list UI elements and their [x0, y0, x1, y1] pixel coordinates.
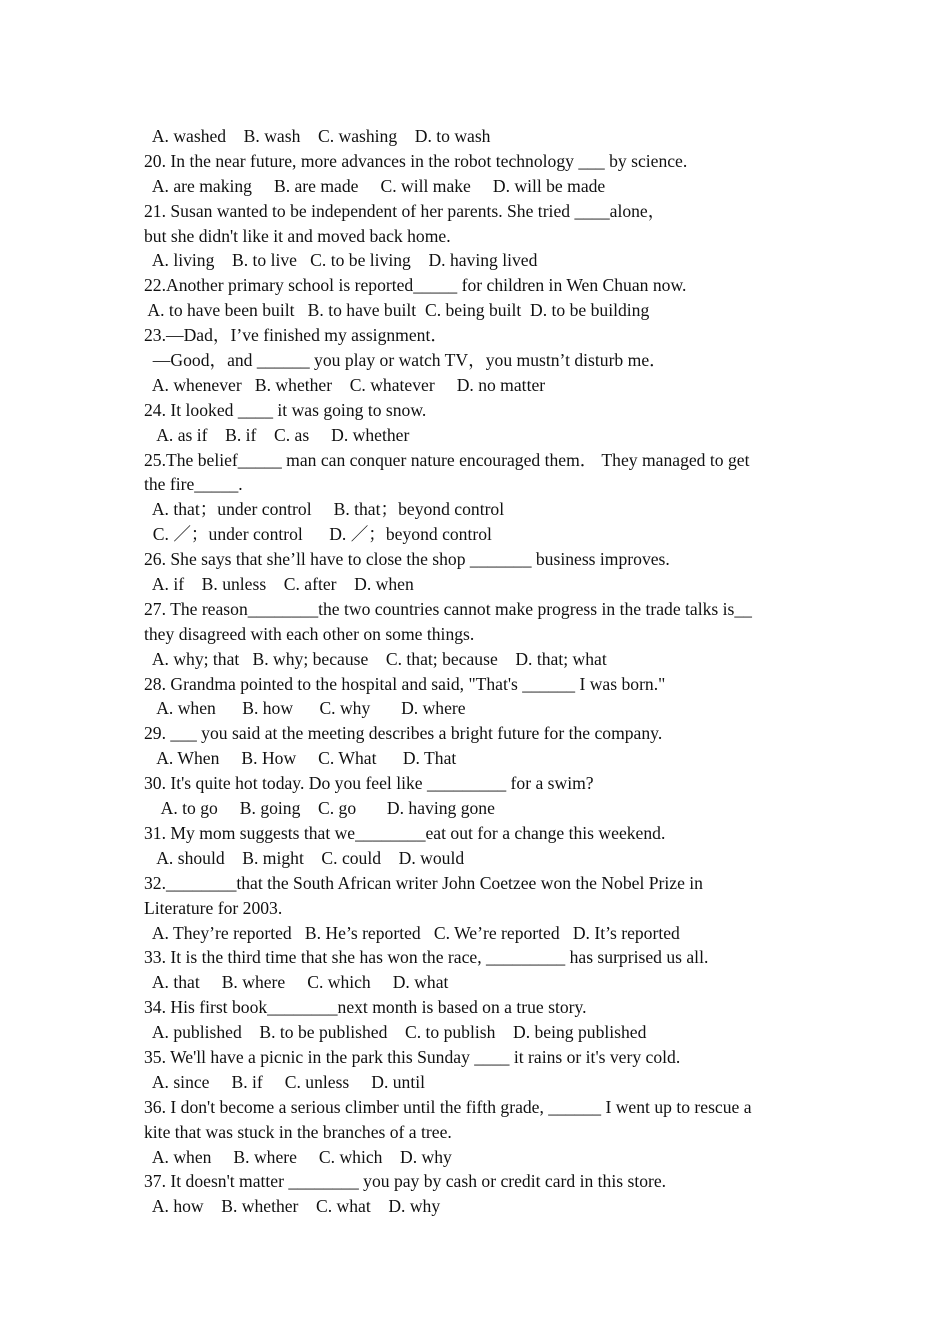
options-32: A. They’re reported B. He’s reported C. We’re reported D. It’s reported — [144, 922, 680, 943]
options-25-ab: A. that；under control B. that；beyond control — [144, 499, 505, 520]
question-28: 28. Grandma pointed to the hospital and said, "That's ______ I was born." — [144, 673, 666, 694]
options-36: A. when B. where C. which D. why — [144, 1146, 452, 1167]
question-21: 21. Susan wanted to be independent of her parents. She tried ____alone， — [144, 200, 666, 221]
question-24: 24. It looked ____ it was going to snow. — [144, 399, 427, 420]
question-23: 23.—Dad，I’ve finished my assignment． — [144, 325, 448, 346]
options-21: A. living B. to live C. to be living D. having lived — [144, 250, 538, 271]
question-35: 35. We'll have a picnic in the park this Sunday ____ it rains or it's very cold. — [144, 1046, 681, 1067]
question-30: 30. It's quite hot today. Do you feel like _________ for a swim? — [144, 773, 594, 794]
options-25-cd: C. ／；under control D. ／；beyond control — [144, 524, 492, 545]
question-27: 27. The reason________the two countries cannot make progress in the trade talks is__ — [144, 598, 752, 619]
question-34: 34. His first book________next month is based on a true story. — [144, 997, 587, 1018]
question-26: 26. She says that she’ll have to close the shop _______ business improves. — [144, 549, 670, 570]
question-36: 36. I don't become a serious climber until the fifth grade, ______ I went up to rescue a — [144, 1096, 752, 1117]
options-22: A. to have been built B. to have built C. being built D. to be building — [144, 300, 650, 321]
options-31: A. should B. might C. could D. would — [144, 847, 465, 868]
options-24: A. as if B. if C. as D. whether — [144, 424, 410, 445]
options-29: A. When B. How C. What D. That — [144, 748, 457, 769]
question-33: 33. It is the third time that she has won the race, _________ has surprised us all. — [144, 947, 709, 968]
options-23: A. whenever B. whether C. whatever D. no matter — [144, 374, 546, 395]
question-32-cont: Literature for 2003. — [144, 897, 283, 918]
options-20: A. are making B. are made C. will make D. will be made — [144, 175, 606, 196]
question-37: 37. It doesn't matter ________ you pay by cash or credit card in this store. — [144, 1171, 667, 1192]
options-37: A. how B. whether C. what D. why — [144, 1196, 441, 1217]
question-27-cont: they disagreed with each other on some things. — [144, 623, 475, 644]
question-22: 22.Another primary school is reported_____ for children in Wen Chuan now. — [144, 275, 687, 296]
text-line: A. washed B. wash C. washing D. to wash — [144, 126, 491, 146]
question-29: 29. ___ you said at the meeting describes a bright future for the company. — [144, 723, 663, 744]
question-32: 32.________that the South African writer John Coetzee won the Nobel Prize in — [144, 872, 703, 893]
exercise-text — [144, 124, 824, 1219]
question-20: 20. In the near future, more advances in the robot technology ___ by science. — [144, 150, 688, 171]
question-23-cont: —Good，and ______ you play or watch TV，you mustn’t disturb me． — [144, 350, 667, 371]
options-26: A. if B. unless C. after D. when — [144, 574, 414, 595]
options-35: A. since B. if C. unless D. until — [144, 1071, 426, 1092]
options-34: A. published B. to be published C. to publish D. being published — [144, 1022, 647, 1043]
options-30: A. to go B. going C. go D. having gone — [144, 798, 495, 819]
options-27: A. why; that B. why; because C. that; because D. that; what — [144, 648, 607, 669]
question-31: 31. My mom suggests that we________eat out for a change this weekend. — [144, 822, 666, 843]
options-28: A. when B. how C. why D. where — [144, 698, 466, 719]
question-25: 25.The belief_____ man can conquer nature encouraged them． They managed to get — [144, 449, 750, 470]
question-36-cont: kite that was stuck in the branches of a tree. — [144, 1121, 452, 1142]
question-25-cont: the fire_____. — [144, 474, 243, 495]
question-21-cont: but she didn't like it and moved back home. — [144, 225, 451, 246]
options-33: A. that B. where C. which D. what — [144, 972, 449, 993]
